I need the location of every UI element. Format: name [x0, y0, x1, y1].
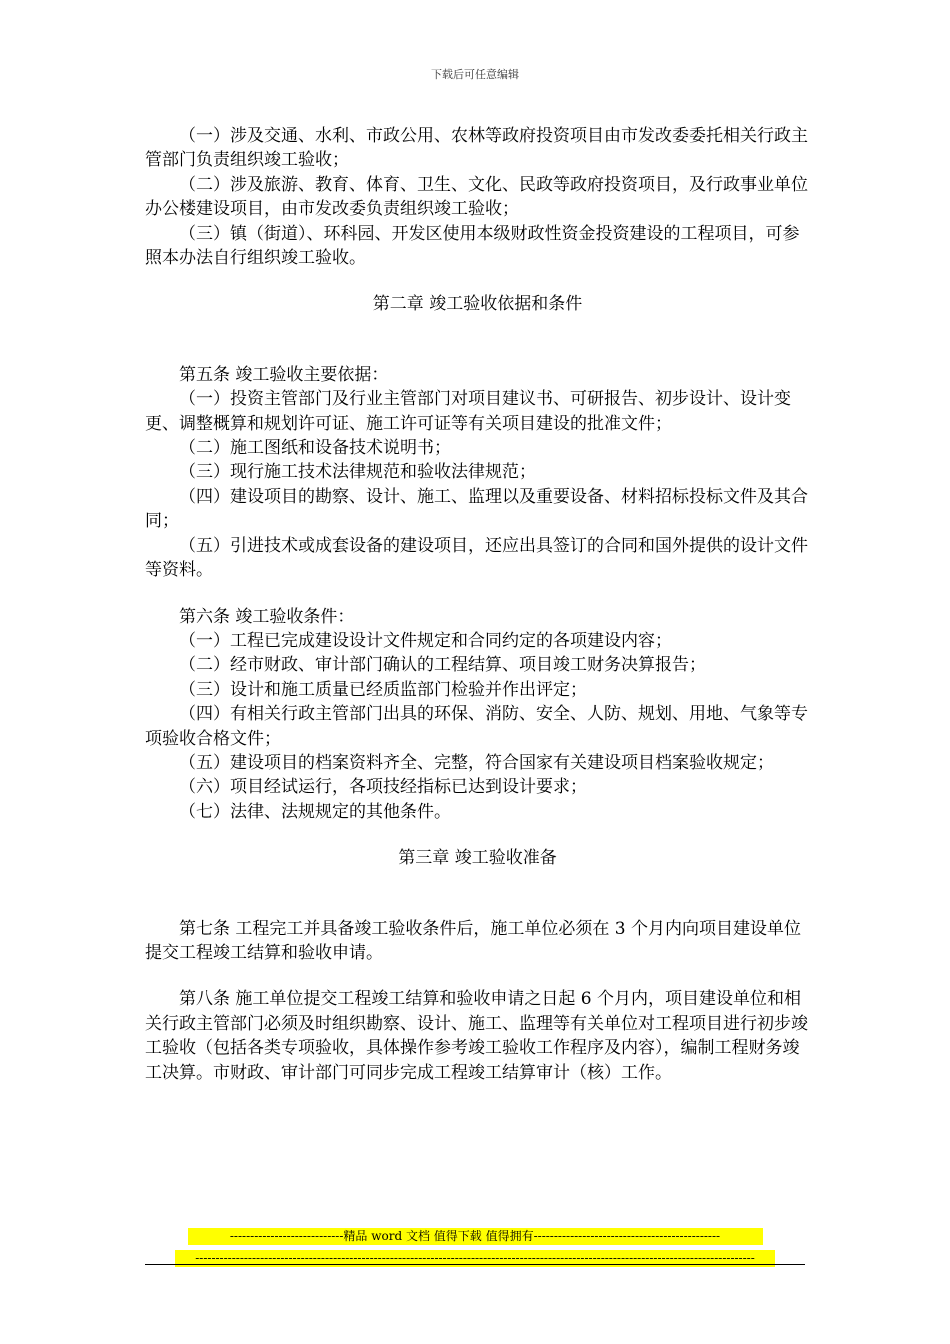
- paragraph: （三）镇（街道）、环科园、开发区使用本级财政性资金投资建设的工程项目，可参照本办法自行组织竣工验收。: [145, 223, 800, 269]
- chapter-heading: 第三章 竣工验收准备: [398, 848, 557, 869]
- article-paragraph: 第七条 工程完工并具备竣工验收条件后，施工单位必须在 3 个月内向项目建设单位提交工程竣工结算和验收申请。: [145, 918, 802, 963]
- article-title: 第六条 竣工验收条件：: [179, 606, 355, 627]
- paragraph: （二）经市财政、审计部门确认的工程结算、项目竣工财务决算报告；: [179, 655, 706, 676]
- chapter-heading: 第二章 竣工验收依据和条件: [372, 294, 583, 315]
- paragraph: （一）工程已完成建设设计文件规定和合同约定的各项建设内容；: [179, 630, 672, 651]
- paragraph: （四）有相关行政主管部门出具的环保、消防、安全、人防、规划、用地、气象等专项验收合格文件；: [145, 704, 808, 749]
- paragraph: （四）建设项目的勘察、设计、施工、监理以及重要设备、材料招标投标文件及其合同；: [145, 486, 808, 532]
- paragraph: （二）涉及旅游、教育、体育、卫生、文化、民政等政府投资项目，及行政事业单位办公楼建设项目，由市发改委负责组织竣工验收；: [145, 174, 808, 220]
- paragraph: （二）施工图纸和设备技术说明书；: [179, 438, 451, 459]
- article-paragraph: 第八条 施工单位提交工程竣工结算和验收申请之日起 6 个月内，项目建设单位和相关行政主管部门必须及时组织勘察、设计、施工、监理等有关单位对工程项目进行初步竣工验收（包括各类专项验收，具体操作参考竣工验收工作程序及内容），编制工程财务竣工决算。市财政、审计部门可同步完成工程竣工结算审计（核）工作。: [145, 989, 808, 1083]
- article-title: 第五条 竣工验收主要依据：: [179, 364, 389, 385]
- paragraph: （六）项目经试运行，各项技经指标已达到设计要求；: [179, 777, 587, 798]
- footer-rule: [145, 1264, 805, 1265]
- paragraph: （五）引进技术或成套设备的建设项目，还应出具签订的合同和国外提供的设计文件等资料。: [145, 535, 808, 581]
- paragraph: （一）投资主管部门及行业主管部门对项目建议书、可研报告、初步设计、设计变更、调整概算和规划许可证、施工许可证等有关项目建设的批准文件；: [145, 389, 791, 434]
- footer-banner-line: ----------------------------精品 word 文档 值得下载 值得拥有----------------------------------------------: [188, 1228, 763, 1245]
- paragraph: （一）涉及交通、水利、市政公用、农林等政府投资项目由市发改委委托相关行政主管部门负责组织竣工验收；: [145, 126, 808, 171]
- paragraph: （三）设计和施工质量已经质监部门检验并作出评定；: [179, 679, 587, 700]
- footer-dashed-line: ------------------------------------------------------------------------------------------------------------------------------------------: [175, 1250, 775, 1267]
- paragraph: （七）法律、法规规定的其他条件。: [179, 801, 451, 822]
- paragraph: （五）建设项目的档案资料齐全、完整，符合国家有关建设项目档案验收规定；: [179, 752, 774, 773]
- paragraph: （三）现行施工技术法律规范和验收法律规范；: [179, 462, 536, 483]
- page-footer: [145, 1228, 805, 1272]
- page-header: 下载后可任意编辑: [431, 68, 519, 81]
- document-body: [145, 124, 810, 1085]
